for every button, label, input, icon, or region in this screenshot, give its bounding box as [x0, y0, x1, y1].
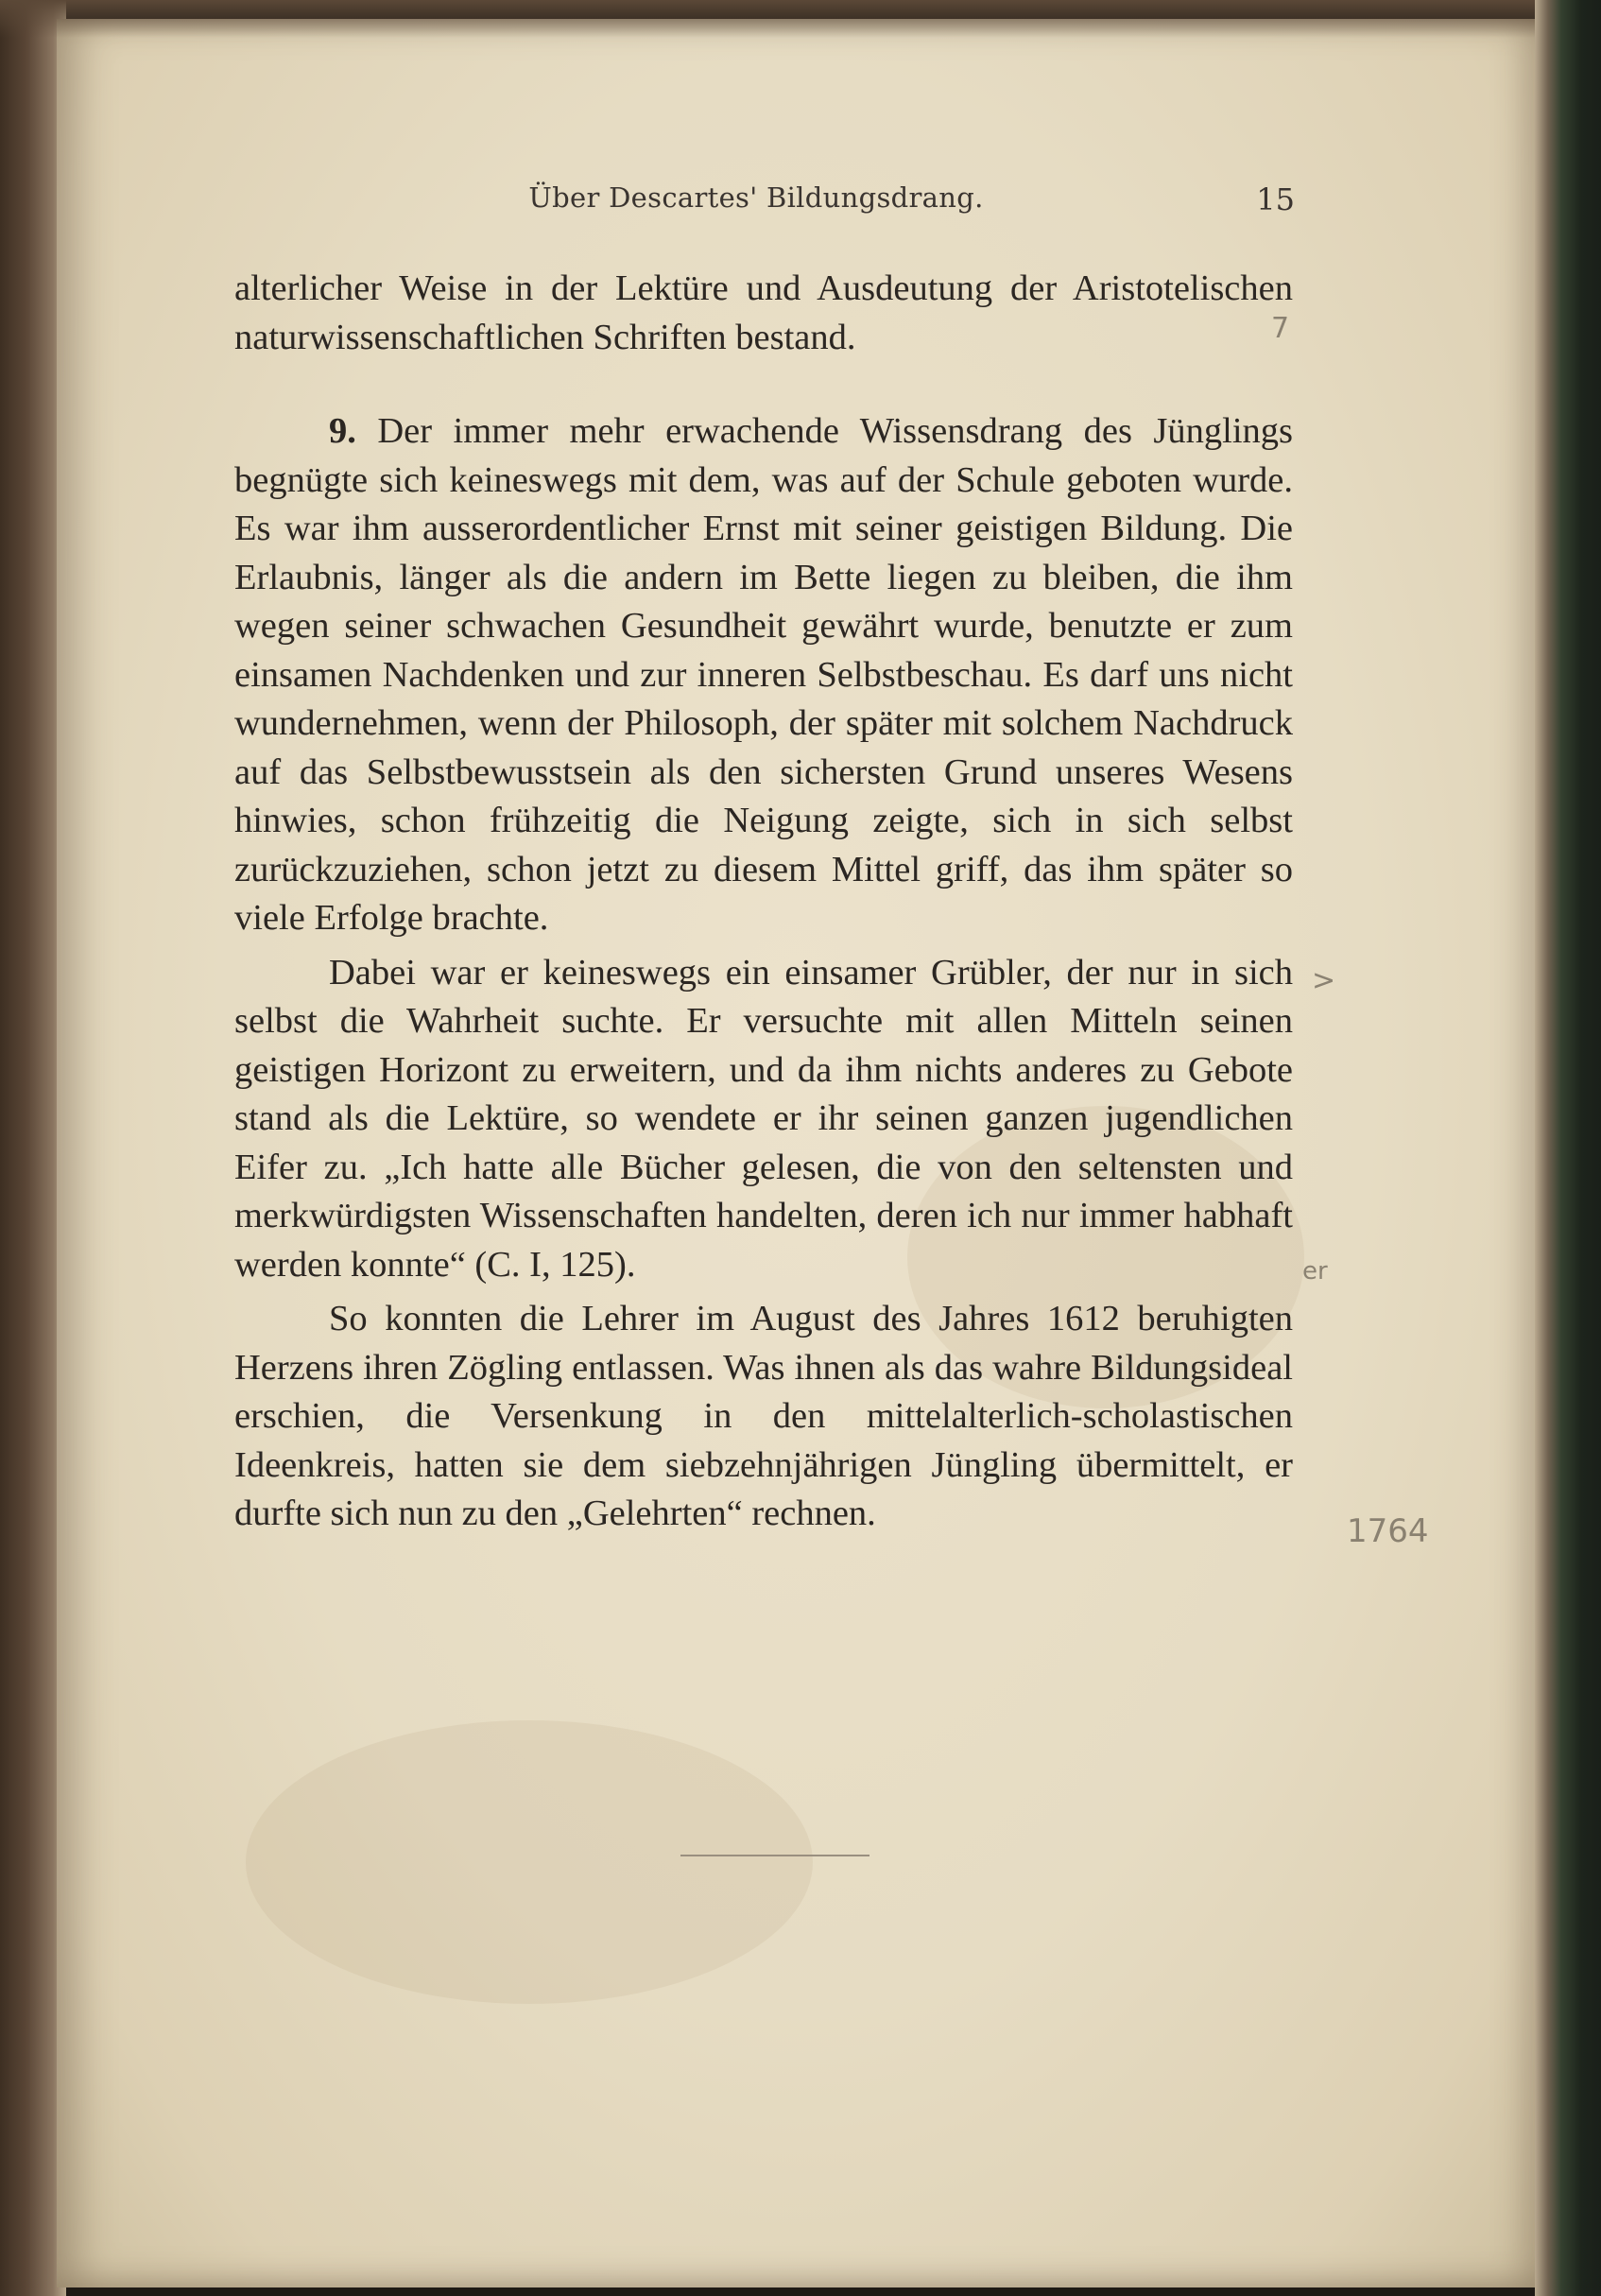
paper-stain — [246, 1720, 813, 2004]
paragraph: So konnten die Lehrer im August des Jahres 1612 beruhigten Herzens ihren Zögling entlassen. Was ihnen als das wahre Bildungsideal erschien, die Versenkung in den mittelalterlich-scholastischen Ideenkreis, hatten sie dem siebzehnjährigen Jüngling übermittelt, er durfte sich nun zu den „Gelehrten“ rechnen. — [234, 1299, 1293, 1533]
running-header — [236, 181, 1295, 229]
pencil-mark: > — [1312, 964, 1336, 997]
paragraph: Dabei war er keineswegs ein einsamer Grübler, der nur in sich selbst die Wahrheit suchte. Er versuchte mit allen Mitteln seinen geistigen Horizont zu erweitern, und da ihm nichts anderes zu Gebote stand als die Lektüre, so wendete er ihr seinen ganzen jugendlichen Eifer zu. „Ich hatte alle Bücher gelesen, die von den seltensten und merkwürdigsten Wissenschaften handelten, deren ich nur immer habhaft werden konnte“ (C. I, 125). — [234, 952, 1293, 1285]
book-edge-right — [1535, 0, 1601, 2296]
body-text — [234, 265, 1293, 1545]
page-number: 15 — [1256, 181, 1295, 217]
pencil-mark: 7 — [1271, 312, 1290, 345]
section-number: 9. — [329, 411, 356, 451]
paragraph-continuation: alterlicher Weise in der Lektüre und Ausdeutung der Aristotelischen naturwissenschaftlichen Schriften bestand. — [234, 268, 1293, 357]
running-title: Über Descartes' Bildungsdrang. — [528, 181, 984, 214]
end-rule — [680, 1855, 869, 1856]
page-top-shadow — [0, 0, 1601, 38]
pencil-mark: er — [1302, 1257, 1328, 1286]
paragraph-text: Der immer mehr erwachende Wissensdrang des Jünglings begnügte sich keineswegs mit dem, was auf der Schule geboten wurde. Es war ihm ausserordentlicher Ernst mit seiner geistigen Bildung. Die Erlaubnis, länger als die andern im Bette liegen zu bleiben, die ihm wegen seiner schwachen Gesundheit gewährt wurde, benutzte er zum einsamen Nachdenken und zur inneren Selbstbeschau. Es darf uns nicht wundernehmen, wenn der Philosoph, der später mit solchem Nachdruck auf das Selbstbewusstsein als den sichersten Grund unseres Wesens hinwies, schon frühzeitig die Neigung zeigte, sich in sich selbst zurückzuziehen, schon jetzt zu diesem Mittel griff, das ihm später so viele Erfolge brachte. — [234, 411, 1294, 938]
paragraph-section-9 — [234, 407, 1293, 943]
pencil-mark: 1764 — [1347, 1512, 1429, 1550]
